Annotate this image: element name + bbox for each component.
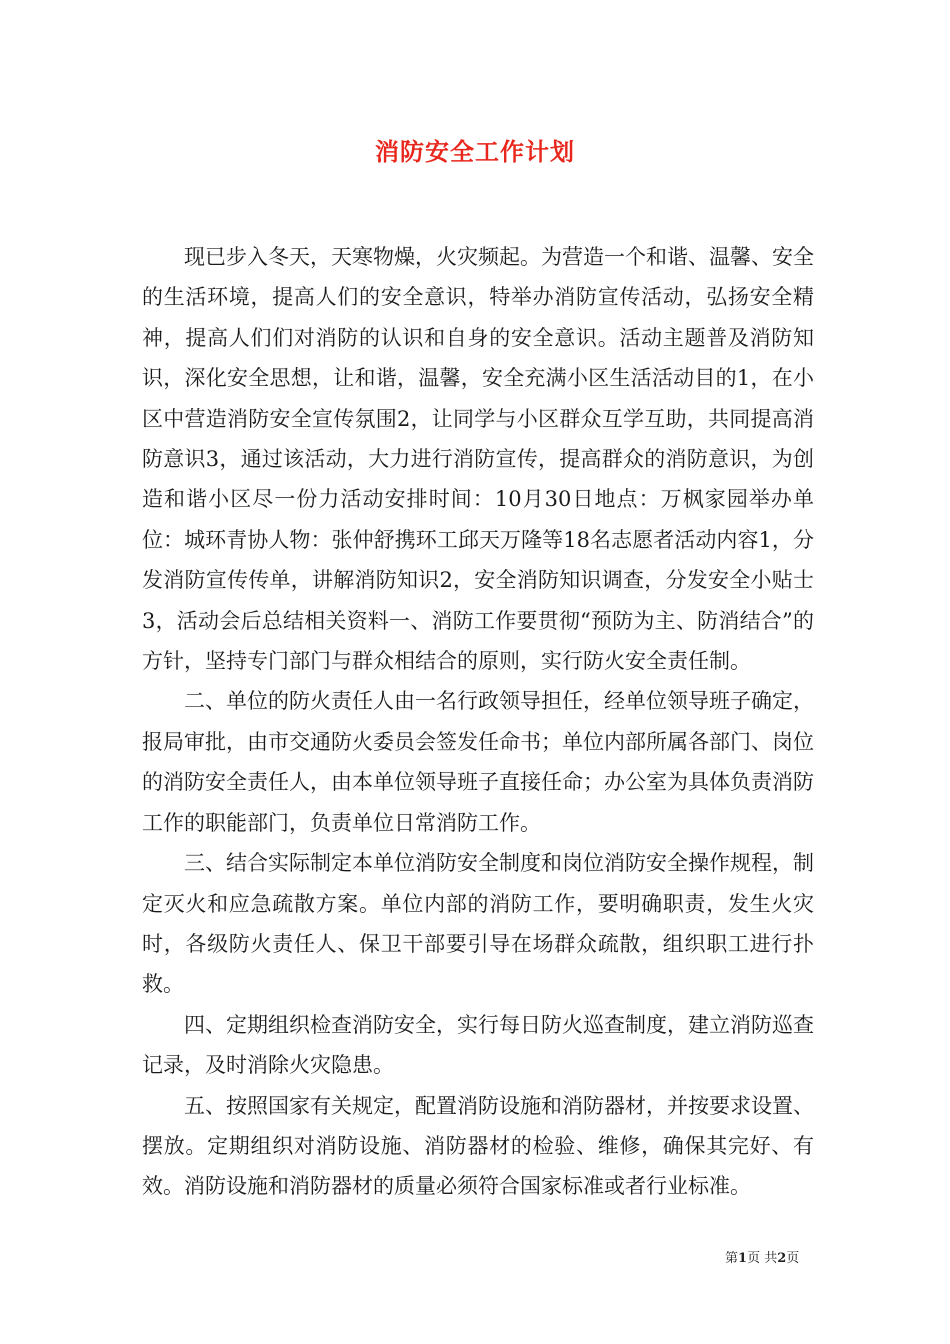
footer-suffix: 页 (786, 1251, 800, 1266)
page-number-footer (725, 1247, 799, 1266)
footer-middle: 页 共 (747, 1251, 778, 1266)
footer-prefix: 第 (725, 1251, 739, 1266)
paragraph-3: 三、结合实际制定本单位消防安全制度和岗位消防安全操作规程，制定灭火和应急疏散方案。单位内部的消防工作，要明确职责，发生火灾时，各级防火责任人、保卫干部要引导在场群众疏散，组织职工进行扑救。 (142, 851, 814, 997)
paragraph-4: 四、定期组织检查消防安全，实行每日防火巡查制度，建立消防巡查记录，及时消除火灾隐患。 (142, 1012, 814, 1078)
footer-current-page: 1 (738, 1251, 748, 1266)
footer-total-pages: 2 (777, 1251, 787, 1266)
document-body (142, 237, 814, 1207)
document-title: 消防安全工作计划 (375, 137, 575, 166)
paragraph-intro: 现已步入冬天，天寒物燥，火灾频起。为营造一个和谐、温馨、安全的生活环境，提高人们的安全意识，特举办消防宣传活动，弘扬安全精神，提高人们们对消防的认识和自身的安全意识。活动主题普及消防知识，深化安全思想，让和谐，温馨，安全充满小区生活活动目的1，在小区中营造消防安全宣传氛围2，让同学与小区群众互学互助，共同提高消防意识3，通过该活动，大力进行消防宣传，提高群众的消防意识，为创造和谐小区尽一份力活动安排时间：10月30日地点：万枫家园举办单位：城环青协人物：张仲舒携环工邱天万隆等18名志愿者活动内容1，分发消防宣传传单，讲解消防知识2，安全消防知识调查，分发安全小贴士3，活动会后总结相关资料一、消防工作要贯彻“预防为主、防消结合”的方针，坚持专门部门与群众相结合的原则，实行防火安全责任制。 (142, 245, 814, 674)
paragraph-2: 二、单位的防火责任人由一名行政领导担任，经单位领导班子确定，报局审批，由市交通防火委员会签发任命书；单位内部所属各部门、岗位的消防安全责任人，由本单位领导班子直接任命；办公室为具体负责消防工作的职能部门，负责单位日常消防工作。 (142, 689, 814, 835)
paragraph-5: 五、按照国家有关规定，配置消防设施和消防器材，并按要求设置、摆放。定期组织对消防设施、消防器材的检验、维修，确保其完好、有效。消防设施和消防器材的质量必须符合国家标准或者行业标准。 (142, 1093, 814, 1199)
